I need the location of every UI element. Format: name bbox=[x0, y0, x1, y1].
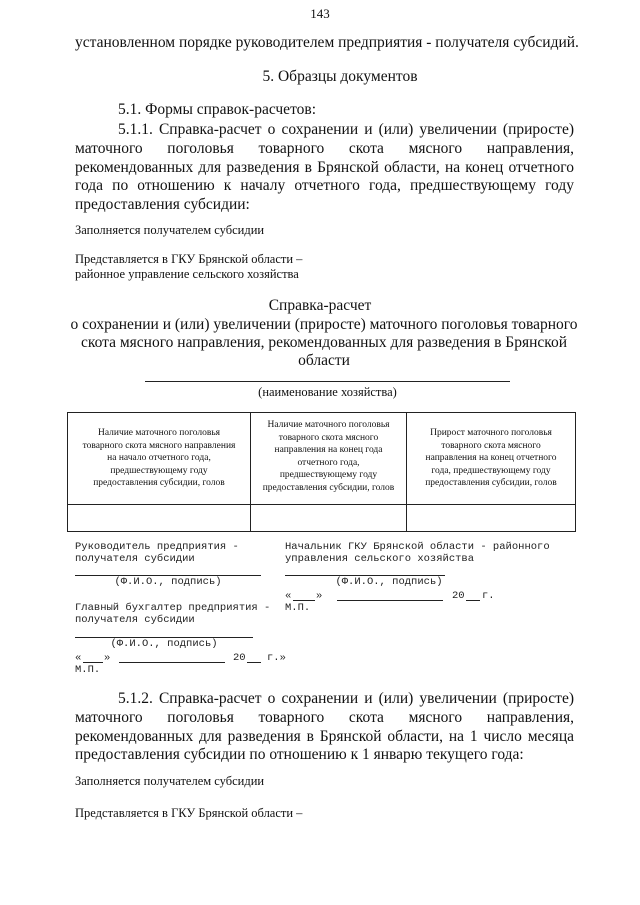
filled-by-note-2: Заполняется получателем субсидии bbox=[75, 774, 265, 788]
form-title-line-4: области bbox=[298, 352, 350, 369]
paragraph-511-line-3: рекомендованных для разведения в Брянской области, на конец отчетного bbox=[75, 159, 574, 176]
paragraph-512-line-3: рекомендованных для разведения в Брянской области, на 1 число месяца bbox=[75, 728, 574, 745]
head-title-line-2: получателя субсидии bbox=[75, 553, 195, 565]
accountant-fio-caption: (Ф.И.О., подпись) bbox=[110, 638, 218, 650]
paragraph-512-line-1: 5.1.2. Справка-расчет о сохранении и (или) увеличении (приросте) bbox=[118, 690, 574, 707]
chief-month-line bbox=[337, 600, 443, 601]
table-header-row bbox=[68, 413, 576, 505]
submitted-to-line-2: районное управление сельского хозяйства bbox=[75, 267, 299, 281]
table-header-col-2: Наличие маточного поголовья товарного скота мясного направления на конец года отчетного года, предшествующему году предоставления субсидии, голов bbox=[251, 413, 407, 505]
chief-fio-caption: (Ф.И.О., подпись) bbox=[335, 576, 443, 588]
chief-day-line bbox=[293, 600, 315, 601]
filled-by-note: Заполняется получателем субсидии bbox=[75, 223, 265, 237]
paragraph-511-line-4: года по отношению к началу отчетного года, предшествующему году bbox=[75, 177, 574, 194]
chief-year-suffix: г. bbox=[482, 590, 495, 602]
chief-year-prefix: 20 bbox=[452, 590, 465, 602]
page-number: 143 bbox=[310, 6, 330, 21]
section-title: 5. Образцы документов bbox=[262, 68, 418, 85]
accountant-year-suffix: г.» bbox=[267, 652, 286, 664]
paragraph-512-line-2: маточного поголовья товарного скота мясного направления, bbox=[75, 709, 574, 726]
calculation-table bbox=[67, 412, 576, 532]
farm-name-caption: (наименование хозяйства) bbox=[258, 385, 397, 399]
head-title-line-1: Руководитель предприятия - bbox=[75, 541, 239, 553]
chief-year-line bbox=[466, 600, 480, 601]
submitted-to-line-1: Представляется в ГКУ Брянской области – bbox=[75, 252, 303, 266]
accountant-year-prefix: 20 bbox=[233, 652, 246, 664]
accountant-title-line-2: получателя субсидии bbox=[75, 614, 195, 626]
table-row bbox=[68, 505, 576, 532]
table-cell[interactable] bbox=[407, 505, 576, 532]
accountant-date-open-quote: « bbox=[75, 652, 82, 664]
paragraph-511-line-2: маточного поголовья товарного скота мясного направления, bbox=[75, 140, 574, 157]
chief-title-line-1: Начальник ГКУ Брянской области - районного bbox=[285, 541, 550, 553]
accountant-day-line bbox=[83, 662, 103, 663]
chief-date-close-quote: » bbox=[316, 590, 323, 602]
intro-line: установленном порядке руководителем предприятия - получателя субсидий. bbox=[75, 34, 579, 51]
paragraph-511-line-5: предоставления субсидии: bbox=[75, 196, 250, 213]
farm-name-line bbox=[145, 381, 510, 382]
accountant-stamp: М.П. bbox=[75, 664, 101, 676]
table-cell[interactable] bbox=[68, 505, 251, 532]
paragraph-511-line-1: 5.1.1. Справка-расчет о сохранении и (или) увеличении (приросте) bbox=[118, 121, 574, 138]
chief-date-open-quote: « bbox=[285, 590, 292, 602]
accountant-title-line-1: Главный бухгалтер предприятия - bbox=[75, 602, 271, 614]
table-cell[interactable] bbox=[251, 505, 407, 532]
chief-stamp: М.П. bbox=[285, 602, 311, 614]
form-title: Справка-расчет bbox=[268, 297, 372, 314]
subsection-heading: 5.1. Формы справок-расчетов: bbox=[118, 101, 317, 118]
submitted-to-2: Представляется в ГКУ Брянской области – bbox=[75, 806, 303, 820]
form-title-line-3: скота мясного направления, рекомендованных для разведения в Брянской bbox=[80, 334, 568, 351]
table-header-col-3: Прирост маточного поголовья товарного скота мясного направления на конец отчетного года, предшествующему году предоставления субсидии, голов bbox=[407, 413, 576, 505]
accountant-year-line bbox=[247, 662, 261, 663]
table-header-col-1: Наличие маточного поголовья товарного скота мясного направления на начало отчетного года, предшествующему году предоставления субсидии, голов bbox=[68, 413, 251, 505]
accountant-month-line bbox=[119, 662, 225, 663]
chief-title-line-2: управления сельского хозяйства bbox=[285, 553, 475, 565]
accountant-date-close-quote: » bbox=[104, 652, 111, 664]
paragraph-512-line-4: предоставления субсидии по отношению к 1 январю текущего года: bbox=[75, 746, 524, 763]
form-title-line-2: о сохранении и (или) увеличении (приросте) маточного поголовья товарного bbox=[70, 316, 578, 333]
head-fio-caption: (Ф.И.О., подпись) bbox=[114, 576, 222, 588]
